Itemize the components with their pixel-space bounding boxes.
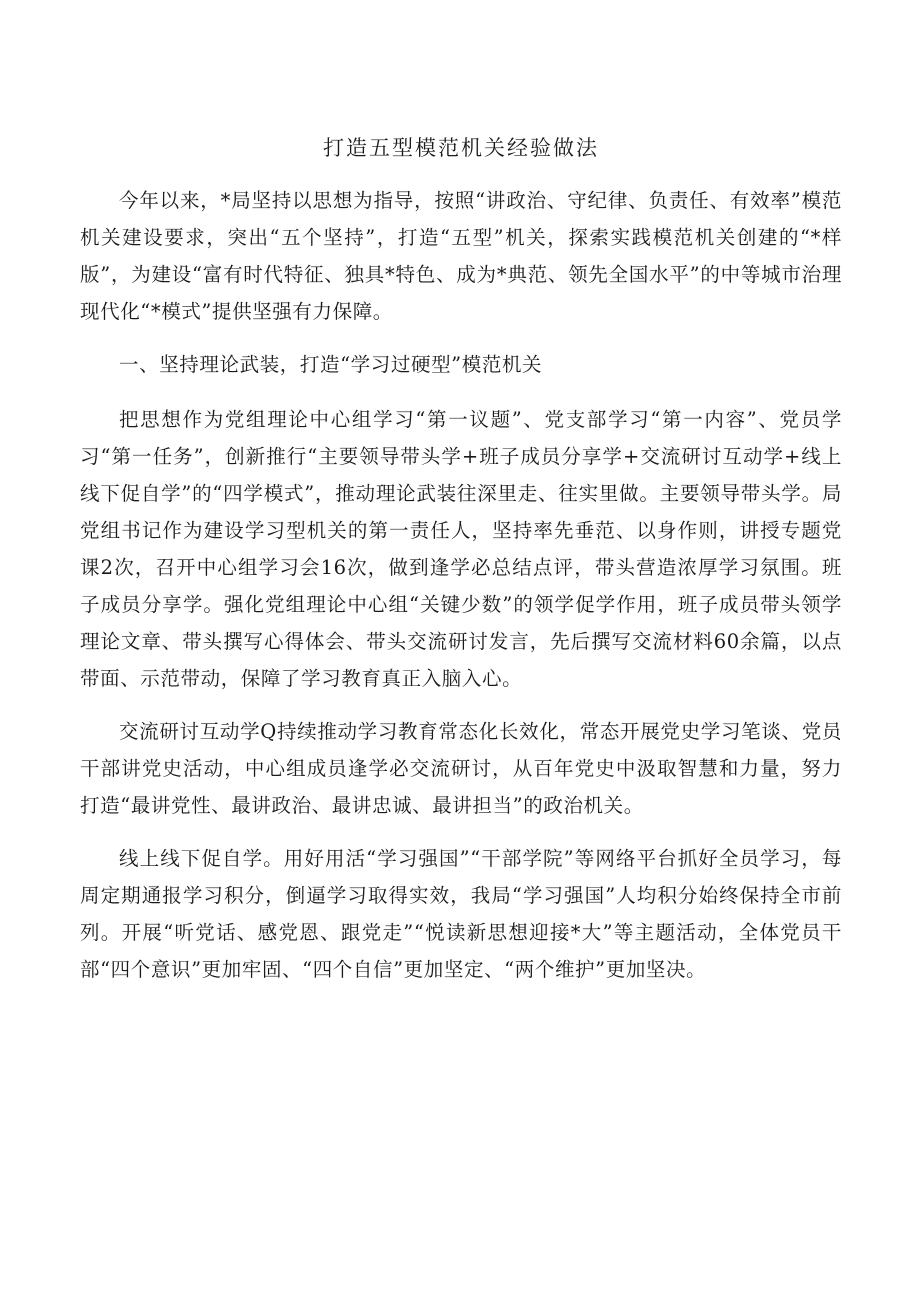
body-paragraph-2: 交流研讨互动学Q持续推动学习教育常态化长效化，常态开展党史学习笔谈、党员干部讲党史活动，中心组成员逢学必交流研讨，从百年党史中汲取智慧和力量，努力打造“最讲党性、最讲政治、最讲忠诚、最讲担当”的政治机关。 xyxy=(80,720,842,817)
body-paragraph-1: 把思想作为党组理论中心组学习“第一议题”、党支部学习“第一内容”、党员学习“第一任务”，创新推行“主要领导带头学+班子成员分享学+交流研讨互动学+线上线下促自学”的“四学模式”，推动理论武装往深里走、往实里做。主要领导带头学。局党组书记作为建设学习型机关的第一责任人，坚持率先垂范、以身作则，讲授专题党课2次，召开中心组学习会16次，做到逢学必总结点评，带头营造浓厚学习氛围。班子成员分享学。强化党组理论中心组“关键少数”的领学促学作用，班子成员带头领学理论文章、带头撰写心得体会、带头交流研讨发言，先后撰写交流材料60余篇，以点带面、示范带动，保障了学习教育真正入脑入心。 xyxy=(80,408,842,690)
body-paragraph-3: 线上线下促自学。用好用活“学习强国”“干部学院”等网络平台抓好全员学习，每周定期通报学习积分，倒逼学习取得实效，我局“学习强国”人均积分始终保持全市前列。开展“听党话、感党恩、跟党走”“悦读新思想迎接*大”等主题活动，全体党员干部“四个意识”更加牢固、“四个自信”更加坚定、“两个维护”更加坚决。 xyxy=(80,847,842,981)
section-heading: 一、坚持理论武装，打造“学习过硬型”模范机关 xyxy=(119,353,543,376)
intro-paragraph: 今年以来，*局坚持以思想为指导，按照“讲政治、守纪律、负责任、有效率”模范机关建设要求，突出“五个坚持”，打造“五型”机关，探索实践模范机关创建的“*样版”，为建设“富有时代特征、独具*特色、成为*典范、领先全国水平”的中等城市治理现代化“*模式”提供坚强有力保障。 xyxy=(80,189,842,323)
document-title: 打造五型模范机关经验做法 xyxy=(323,136,599,160)
